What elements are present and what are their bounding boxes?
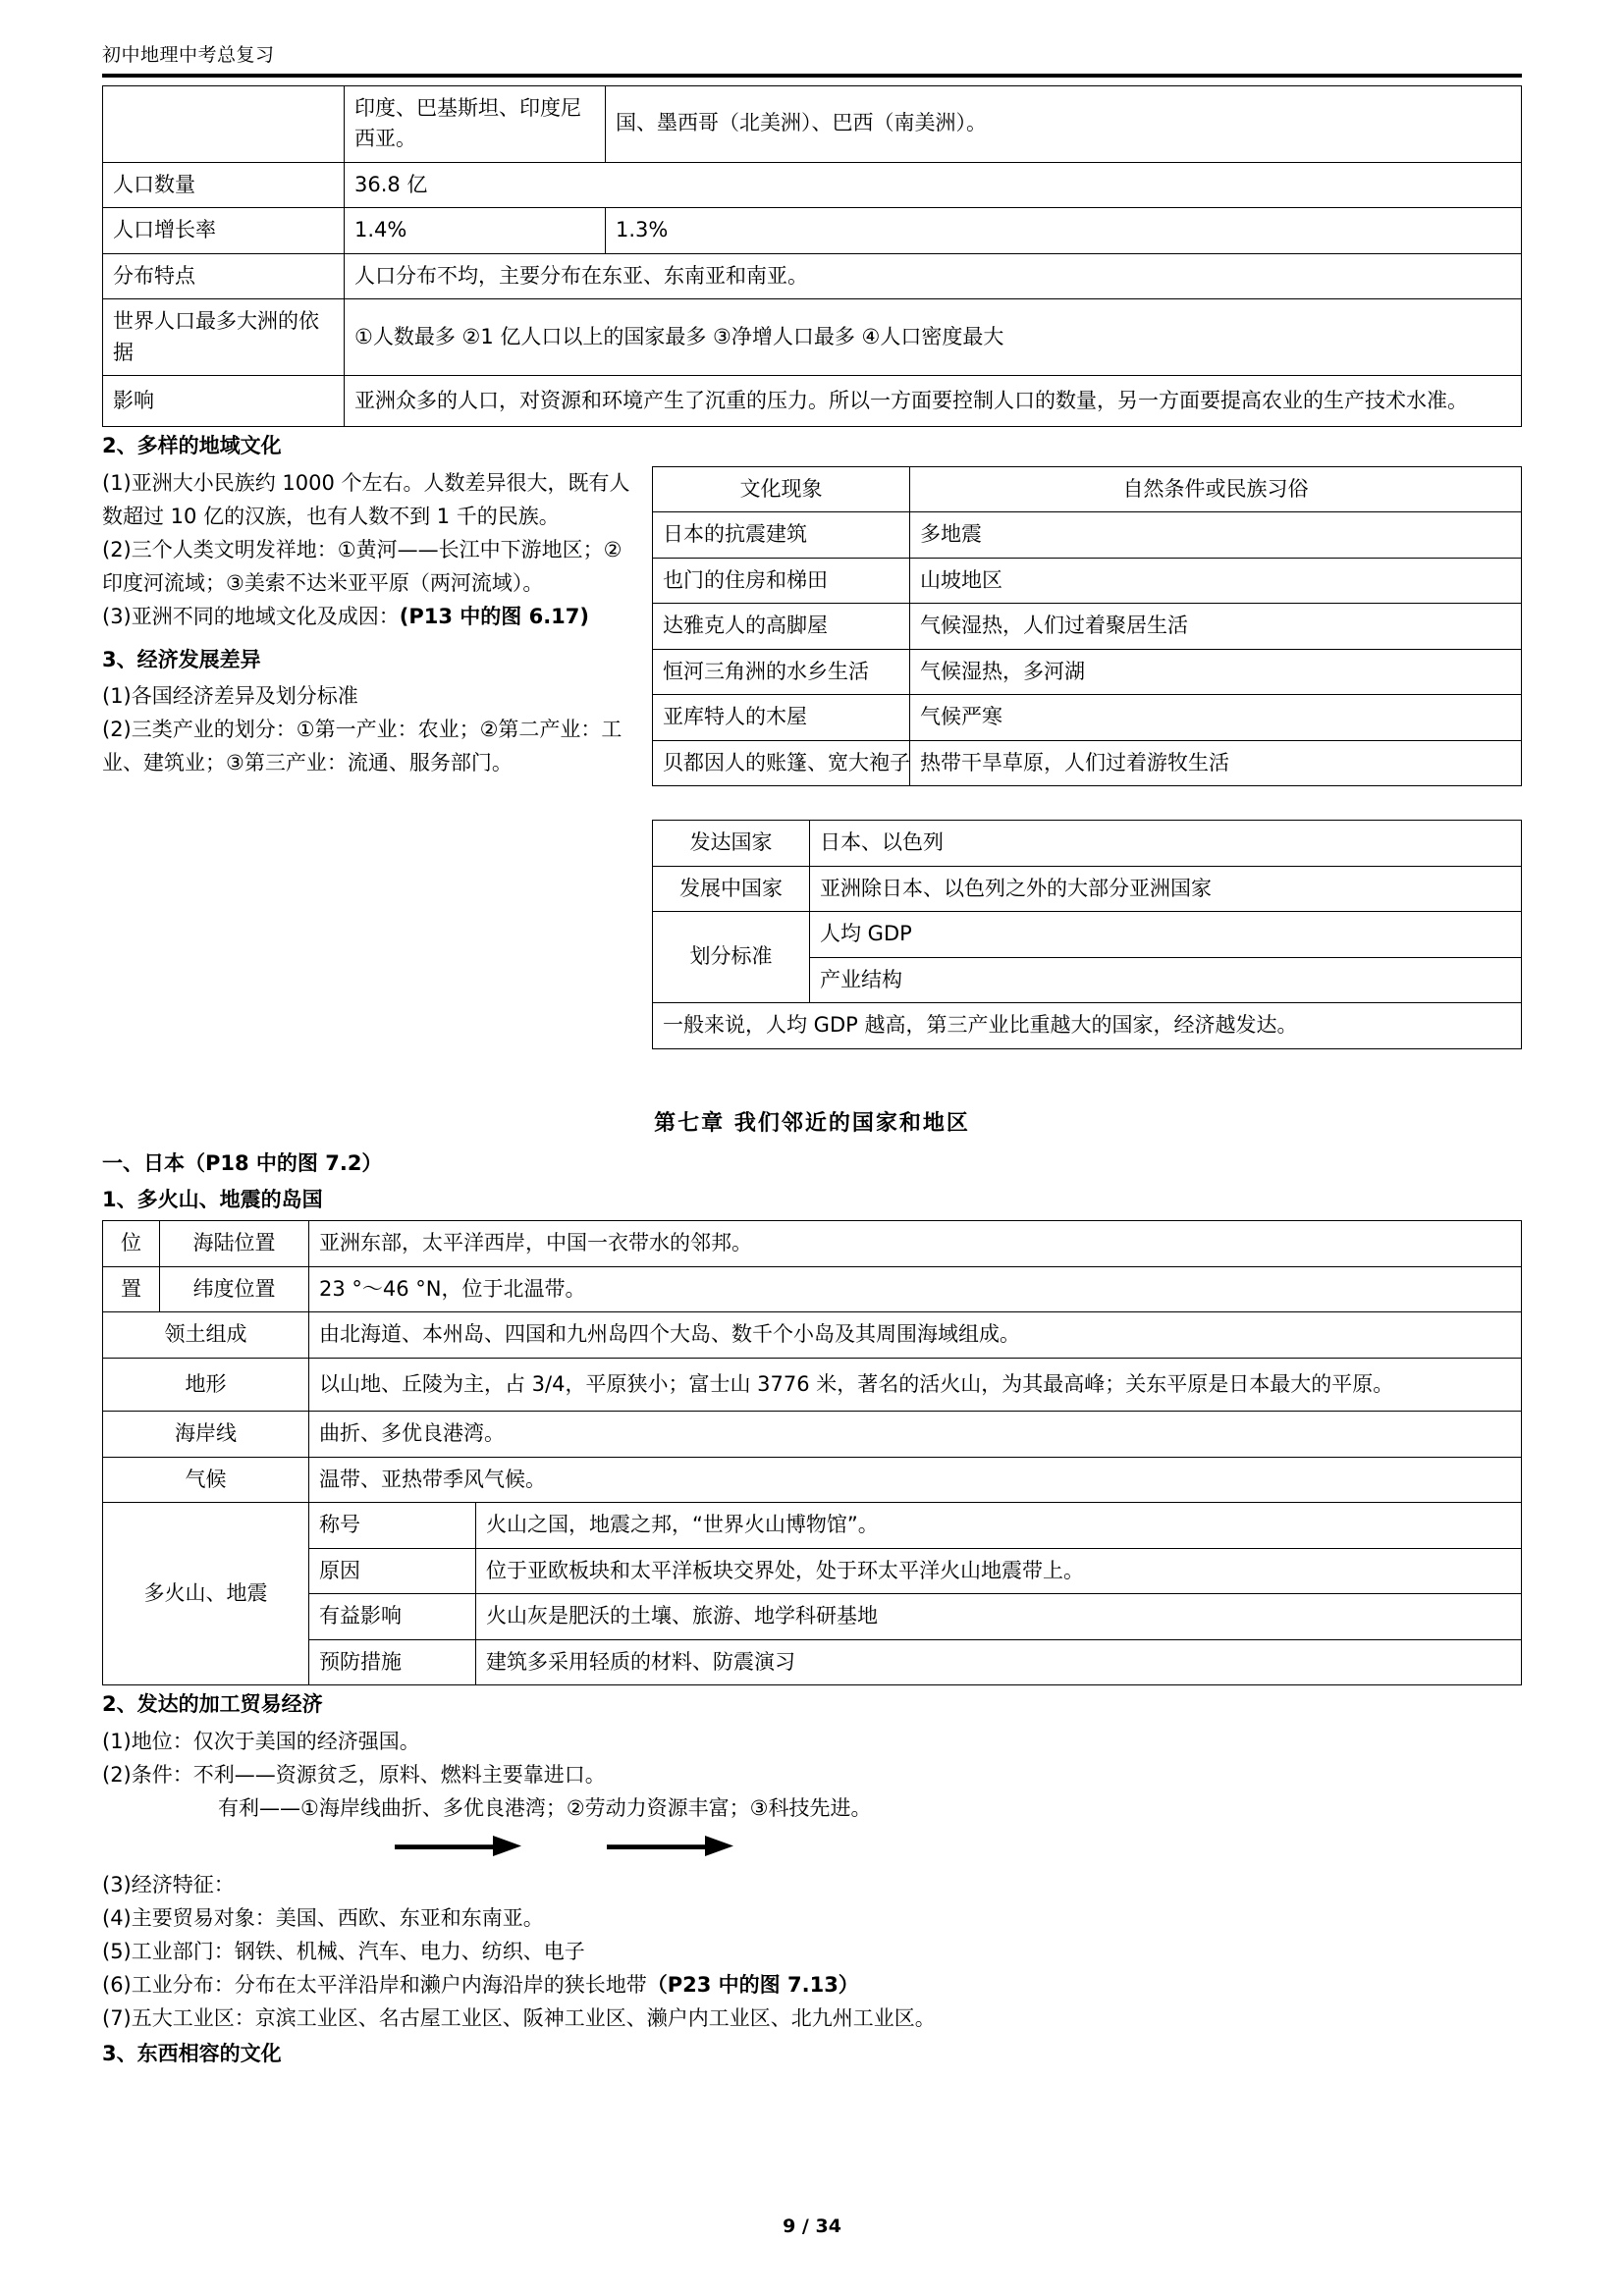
table-row xyxy=(103,1457,1522,1503)
cell-label: 人口数量 xyxy=(103,162,345,208)
paragraph-conditions-disadvantage: (2)条件：不利——资源贫乏，原料、燃料主要靠进口。 xyxy=(102,1763,606,1788)
cell-condition: 气候湿热，多河湖 xyxy=(910,649,1522,695)
right-arrow-icon-2 xyxy=(607,1834,734,1859)
cell-condition: 气候严寒 xyxy=(910,695,1522,741)
paragraph-regional-culture-normal: (3)亚洲不同的地域文化及成因： xyxy=(102,604,400,628)
paragraph-industry-distribution xyxy=(102,1968,1522,2002)
table-row xyxy=(653,821,1522,867)
section-heading-3: 3、经济发展差异 xyxy=(102,647,261,671)
culture-section xyxy=(102,466,1522,1049)
cell-latitude-label: 纬度位置 xyxy=(160,1266,309,1312)
paragraph-regional-culture-bold: (P13 中的图 6.17) xyxy=(399,604,589,628)
table-row xyxy=(103,1639,1522,1685)
section-heading-2: 2、多样的地域文化 xyxy=(102,433,282,457)
table-row xyxy=(103,376,1522,427)
cell-phenomenon: 日本的抗震建筑 xyxy=(653,512,910,559)
cell-phenomenon: 亚库特人的木屋 xyxy=(653,695,910,741)
cell-climate-label: 气候 xyxy=(103,1457,309,1503)
table-row xyxy=(103,1503,1522,1549)
page-number-footer: 9 / 34 xyxy=(783,2216,841,2237)
section-heading-culture-fusion: 3、东西相容的文化 xyxy=(102,2042,282,2066)
paragraph-civilization-origins: (2)三个人类文明发祥地：①黄河——长江中下游地区；②印度河流域；③美索不达米亚平原（两河流域）。 xyxy=(102,537,623,595)
cell-standard-gdp: 人均 GDP xyxy=(810,912,1522,958)
cell-label: 影响 xyxy=(103,376,345,427)
cell-volcano-label: 多火山、地震 xyxy=(103,1503,309,1685)
table-row xyxy=(653,912,1522,958)
table-row xyxy=(103,85,1522,162)
table-row xyxy=(103,162,1522,208)
cell-position-char-1: 位 xyxy=(103,1221,160,1267)
paragraph-economy-standard: (1)各国经济差异及划分标准 xyxy=(102,684,358,709)
paragraph-trade-partners: (4)主要贸易对象：美国、西欧、东亚和东南亚。 xyxy=(102,1906,544,1931)
cell-condition: 气候湿热，人们过着聚居生活 xyxy=(910,604,1522,650)
paragraph-conditions-advantage: 有利——①海岸线曲折、多优良港湾；②劳动力资源丰富；③科技先进。 xyxy=(218,1796,872,1821)
table-row xyxy=(103,1548,1522,1594)
column-header-phenomenon: 文化现象 xyxy=(653,466,910,512)
cell-volcano-value: 位于亚欧板块和太平洋板块交界处，处于环太平洋火山地震带上。 xyxy=(476,1548,1522,1594)
table-row xyxy=(103,208,1522,254)
spacer xyxy=(102,1137,1522,1145)
japan-heading: 一、日本（P18 中的图 7.2） xyxy=(102,1150,383,1175)
cell-economy-note: 一般来说，人均 GDP 越高，第三产业比重越大的国家，经济越发达。 xyxy=(653,1003,1522,1049)
cell-developed-value: 日本、以色列 xyxy=(810,821,1522,867)
table-row xyxy=(103,1266,1522,1312)
spacer xyxy=(102,1049,1522,1106)
cell-coastline-label: 海岸线 xyxy=(103,1412,309,1458)
table-row xyxy=(103,1412,1522,1458)
table-row xyxy=(103,1312,1522,1359)
right-arrow-icon-1 xyxy=(395,1834,522,1859)
header-divider-rule xyxy=(102,74,1522,78)
table-row xyxy=(653,695,1522,741)
cell-value: 国、墨西哥（北美洲）、巴西（南美洲）。 xyxy=(606,85,1522,162)
japan-subheading: 1、多火山、地震的岛国 xyxy=(102,1188,323,1212)
table-row xyxy=(653,1003,1522,1049)
paragraph-regional-culture xyxy=(102,600,640,633)
table-header-row xyxy=(653,466,1522,512)
paragraph-three-industries: (2)三类产业的划分：①第一产业：农业；②第二产业：工业、建筑业；③第三产业：流通、服务部门。 xyxy=(102,718,623,775)
cell-volcano-sub-label: 称号 xyxy=(309,1503,476,1549)
cell-condition: 热带干旱草原，人们过着游牧生活 xyxy=(910,740,1522,786)
cell-coastline-value: 曲折、多优良港湾。 xyxy=(309,1412,1522,1458)
cell-phenomenon: 达雅克人的高脚屋 xyxy=(653,604,910,650)
table-row xyxy=(653,740,1522,786)
culture-table xyxy=(652,466,1522,787)
cell-terrain-value: 以山地、丘陵为主，占 3/4，平原狭小；富士山 3776 米，著名的活火山，为其最高峰；关东平原是日本最大的平原。 xyxy=(309,1358,1522,1412)
chapter-title: 第七章 我们邻近的国家和地区 xyxy=(654,1110,970,1136)
cell-volcano-sub-label: 原因 xyxy=(309,1548,476,1594)
cell-condition: 山坡地区 xyxy=(910,558,1522,604)
cell-phenomenon: 贝都因人的账篷、宽大袍子 xyxy=(653,740,910,786)
cell-developing-value: 亚洲除日本、以色列之外的大部分亚洲国家 xyxy=(810,866,1522,912)
japan-overview-table xyxy=(102,1220,1522,1685)
economy-classification-table xyxy=(652,820,1522,1049)
cell-label: 世界人口最多大洲的依据 xyxy=(103,299,345,376)
table-row xyxy=(653,558,1522,604)
population-table xyxy=(102,85,1522,427)
cell-territory-label: 领土组成 xyxy=(103,1312,309,1359)
table-row xyxy=(653,866,1522,912)
arrow-row xyxy=(102,1825,1522,1868)
table-row xyxy=(103,299,1522,376)
table-row xyxy=(103,1358,1522,1412)
spacer xyxy=(652,786,1522,820)
cell-condition: 多地震 xyxy=(910,512,1522,559)
paragraph-status: (1)地位：仅次于美国的经济强国。 xyxy=(102,1730,420,1754)
paragraph-five-industrial-zones: (7)五大工业区：京滨工业区、名古屋工业区、阪神工业区、濑户内工业区、北九州工业区。 xyxy=(102,2006,936,2031)
table-row xyxy=(653,512,1522,559)
culture-table-column xyxy=(652,466,1522,1049)
paragraph-asia-ethnicities: (1)亚洲大小民族约 1000 个左右。人数差异很大，既有人数超过 10 亿的汉族，也有人数不到 1 千的民族。 xyxy=(102,470,630,528)
cell-latitude-value: 23 °～46 °N，位于北温带。 xyxy=(309,1266,1522,1312)
cell-developing-label: 发展中国家 xyxy=(653,866,810,912)
table-row xyxy=(103,253,1522,299)
cell-sea-land-position-value: 亚洲东部，太平洋西岸，中国一衣带水的邻邦。 xyxy=(309,1221,1522,1267)
cell-sea-land-position-label: 海陆位置 xyxy=(160,1221,309,1267)
cell-label: 分布特点 xyxy=(103,253,345,299)
cell-standard-structure: 产业结构 xyxy=(810,957,1522,1003)
cell-value: 1.4% xyxy=(345,208,606,254)
paragraph-industry-distribution-normal: (6)工业分布：分布在太平洋沿岸和濑户内海沿岸的狭长地带 xyxy=(102,1973,647,1998)
cell-label: 人口增长率 xyxy=(103,208,345,254)
cell-territory-value: 由北海道、本州岛、四国和九州岛四个大岛、数千个小岛及其周围海域组成。 xyxy=(309,1312,1522,1359)
running-header: 初中地理中考总复习 xyxy=(102,44,275,66)
table-row xyxy=(653,649,1522,695)
cell-value: 亚洲众多的人口，对资源和环境产生了沉重的压力。所以一方面要控制人口的数量，另一方面要提高农业的生产技术水准。 xyxy=(345,376,1522,427)
cell-climate-value: 温带、亚热带季风气候。 xyxy=(309,1457,1522,1503)
cell-volcano-value: 建筑多采用轻质的材料、防震演习 xyxy=(476,1639,1522,1685)
paragraph-economic-features: (3)经济特征： xyxy=(102,1873,235,1897)
cell-value: 1.3% xyxy=(606,208,1522,254)
cell-standard-label: 划分标准 xyxy=(653,912,810,1003)
table-row xyxy=(103,1221,1522,1267)
cell-value: 36.8 亿 xyxy=(345,162,1522,208)
culture-text-column xyxy=(102,466,652,780)
cell-volcano-sub-label: 有益影响 xyxy=(309,1594,476,1640)
cell-position-char-2: 置 xyxy=(103,1266,160,1312)
spacer xyxy=(102,633,640,641)
cell-value: 印度、巴基斯坦、印度尼西亚。 xyxy=(345,85,606,162)
cell-phenomenon: 恒河三角洲的水乡生活 xyxy=(653,649,910,695)
cell-label xyxy=(103,85,345,162)
section-heading-processing-trade: 2、发达的加工贸易经济 xyxy=(102,1692,323,1717)
cell-value: ①人数最多 ②1 亿人口以上的国家最多 ③净增人口最多 ④人口密度最大 xyxy=(345,299,1522,376)
cell-terrain-label: 地形 xyxy=(103,1358,309,1412)
cell-volcano-value: 火山灰是肥沃的土壤、旅游、地学科研基地 xyxy=(476,1594,1522,1640)
table-row xyxy=(103,1594,1522,1640)
cell-volcano-value: 火山之国，地震之邦，“世界火山博物馆”。 xyxy=(476,1503,1522,1549)
cell-volcano-sub-label: 预防措施 xyxy=(309,1639,476,1685)
column-header-condition: 自然条件或民族习俗 xyxy=(910,466,1522,512)
table-row xyxy=(653,604,1522,650)
paragraph-industry-distribution-bold: （P23 中的图 7.13） xyxy=(646,1973,859,1998)
cell-value: 人口分布不均，主要分布在东亚、东南亚和南亚。 xyxy=(345,253,1522,299)
paragraph-industry-sectors: (5)工业部门：钢铁、机械、汽车、电力、纺织、电子 xyxy=(102,1940,585,1964)
cell-developed-label: 发达国家 xyxy=(653,821,810,867)
cell-phenomenon: 也门的住房和梯田 xyxy=(653,558,910,604)
